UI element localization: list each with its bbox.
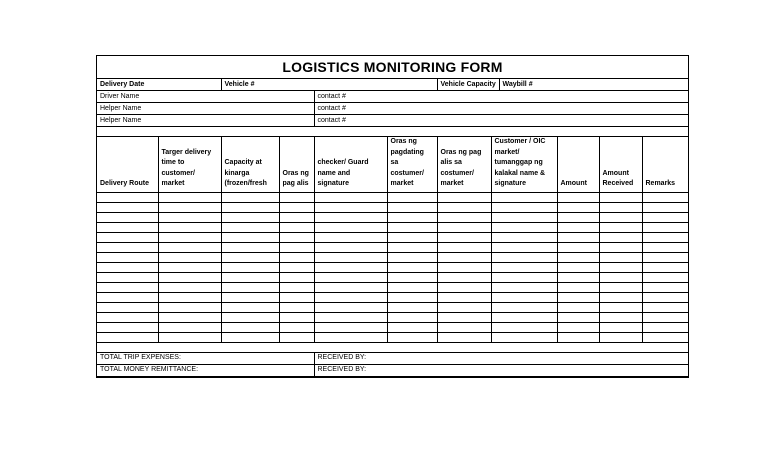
entry-cell[interactable] xyxy=(642,242,688,252)
entry-cell[interactable] xyxy=(221,272,279,282)
entry-cell[interactable] xyxy=(158,312,221,322)
entry-cell[interactable] xyxy=(158,192,221,202)
entry-cell[interactable] xyxy=(387,302,437,312)
table-row xyxy=(97,262,688,272)
entry-cell[interactable] xyxy=(97,202,158,212)
entry-cell[interactable] xyxy=(97,322,158,332)
entry-cell[interactable] xyxy=(599,202,642,212)
entry-cell[interactable] xyxy=(221,262,279,272)
entry-cell[interactable] xyxy=(221,292,279,302)
entry-cell[interactable] xyxy=(599,312,642,322)
table-row xyxy=(97,302,688,312)
table-row xyxy=(97,212,688,222)
column-header: Oras ng pag alis xyxy=(279,137,314,192)
table-row xyxy=(97,272,688,282)
entry-cell[interactable] xyxy=(642,312,688,322)
table-row xyxy=(97,292,688,302)
entry-cell[interactable] xyxy=(221,322,279,332)
entry-cell[interactable] xyxy=(437,202,491,212)
entry-cell[interactable] xyxy=(279,242,314,252)
entry-cell[interactable] xyxy=(437,312,491,322)
entry-cell[interactable] xyxy=(158,202,221,212)
entry-cell[interactable] xyxy=(279,272,314,282)
entry-cell[interactable] xyxy=(221,252,279,262)
footer-table xyxy=(97,343,688,377)
entry-cell[interactable] xyxy=(158,242,221,252)
table-row xyxy=(97,202,688,212)
entry-cell[interactable] xyxy=(491,262,557,272)
entry-cell[interactable] xyxy=(557,272,599,282)
column-header: checker/ Guard name and signature xyxy=(314,137,387,192)
entry-cell[interactable] xyxy=(158,212,221,222)
entry-cell[interactable] xyxy=(158,322,221,332)
entry-cell[interactable] xyxy=(557,312,599,322)
entry-cell[interactable] xyxy=(491,282,557,292)
entry-cell[interactable] xyxy=(387,272,437,282)
entry-cell[interactable] xyxy=(314,222,387,232)
entry-cell[interactable] xyxy=(491,222,557,232)
entry-cell[interactable] xyxy=(158,292,221,302)
table-row xyxy=(97,242,688,252)
entry-cell[interactable] xyxy=(642,222,688,232)
entry-cell[interactable] xyxy=(491,322,557,332)
entry-cell[interactable] xyxy=(158,282,221,292)
entry-cell[interactable] xyxy=(221,242,279,252)
entry-cell[interactable] xyxy=(221,222,279,232)
entry-cell[interactable] xyxy=(599,252,642,262)
entry-cell[interactable] xyxy=(642,232,688,242)
entry-cell[interactable] xyxy=(387,312,437,322)
entry-cell[interactable] xyxy=(97,292,158,302)
entry-cell[interactable] xyxy=(599,272,642,282)
table-row xyxy=(97,332,688,342)
entry-cell[interactable] xyxy=(599,282,642,292)
entry-cell[interactable] xyxy=(491,302,557,312)
entry-cell[interactable] xyxy=(557,252,599,262)
logistics-form xyxy=(96,55,689,378)
waybill-label: Waybill # xyxy=(499,79,688,91)
entry-cell[interactable] xyxy=(599,212,642,222)
entry-cell[interactable] xyxy=(387,332,437,342)
entry-cell[interactable] xyxy=(314,282,387,292)
entry-cell[interactable] xyxy=(158,272,221,282)
entry-cell[interactable] xyxy=(491,232,557,242)
table-row xyxy=(97,282,688,292)
entry-cell[interactable] xyxy=(97,302,158,312)
entry-cell[interactable] xyxy=(491,242,557,252)
helper-name-label: Helper Name xyxy=(97,115,314,127)
entry-cell[interactable] xyxy=(279,262,314,272)
entry-cell[interactable] xyxy=(314,232,387,242)
entry-cell[interactable] xyxy=(557,282,599,292)
entry-cell[interactable] xyxy=(599,242,642,252)
entry-cell[interactable] xyxy=(557,262,599,272)
entry-cell[interactable] xyxy=(158,332,221,342)
entry-cell[interactable] xyxy=(557,322,599,332)
entry-cell[interactable] xyxy=(221,212,279,222)
entry-cell[interactable] xyxy=(279,302,314,312)
helper-contact-label: contact # xyxy=(314,115,688,127)
driver-contact-label: contact # xyxy=(314,91,688,103)
entry-cell[interactable] xyxy=(437,302,491,312)
entry-cell[interactable] xyxy=(97,312,158,322)
entry-cell[interactable] xyxy=(279,232,314,242)
entry-cell[interactable] xyxy=(642,252,688,262)
entry-cell[interactable] xyxy=(314,302,387,312)
entry-cell[interactable] xyxy=(557,232,599,242)
entry-cell[interactable] xyxy=(314,262,387,272)
entry-cell[interactable] xyxy=(314,202,387,212)
entry-cell[interactable] xyxy=(491,252,557,262)
entry-cell[interactable] xyxy=(437,272,491,282)
entry-cell[interactable] xyxy=(642,332,688,342)
entry-cell[interactable] xyxy=(387,282,437,292)
entry-cell[interactable] xyxy=(599,332,642,342)
column-header: Oras ng pagdating sa costumer/ market xyxy=(387,137,437,192)
entry-cell[interactable] xyxy=(599,302,642,312)
entry-cell[interactable] xyxy=(437,242,491,252)
vehicle-label: Vehicle # xyxy=(221,79,437,91)
entry-cell[interactable] xyxy=(279,322,314,332)
entry-cell[interactable] xyxy=(97,262,158,272)
column-header: Amount Received xyxy=(599,137,642,192)
entry-cell[interactable] xyxy=(158,252,221,262)
entry-cell[interactable] xyxy=(387,192,437,202)
blank-row xyxy=(97,343,688,353)
entry-cell[interactable] xyxy=(158,222,221,232)
entry-cell[interactable] xyxy=(314,292,387,302)
total-money-remittance-label: TOTAL MONEY REMITTANCE: xyxy=(97,364,314,376)
entry-cell[interactable] xyxy=(599,222,642,232)
entry-cell[interactable] xyxy=(387,242,437,252)
entry-cell[interactable] xyxy=(158,262,221,272)
entry-cell[interactable] xyxy=(437,212,491,222)
entry-cell[interactable] xyxy=(221,232,279,242)
helper-contact-label: contact # xyxy=(314,103,688,115)
entry-cell[interactable] xyxy=(557,222,599,232)
column-header: Amount xyxy=(557,137,599,192)
entry-cell[interactable] xyxy=(97,232,158,242)
entry-cell[interactable] xyxy=(279,192,314,202)
entry-cell[interactable] xyxy=(314,272,387,282)
entry-cell[interactable] xyxy=(642,292,688,302)
entry-cell[interactable] xyxy=(437,282,491,292)
received-by-label: RECEIVED BY: xyxy=(314,352,688,364)
entry-cell[interactable] xyxy=(437,232,491,242)
table-row xyxy=(97,192,688,202)
entry-cell[interactable] xyxy=(314,312,387,322)
delivery-table xyxy=(97,137,688,343)
entry-cell[interactable] xyxy=(97,282,158,292)
entry-cell[interactable] xyxy=(279,222,314,232)
entry-cell[interactable] xyxy=(279,202,314,212)
entry-cell[interactable] xyxy=(97,242,158,252)
entry-cell[interactable] xyxy=(491,312,557,322)
blank-row xyxy=(97,127,688,137)
form-title: LOGISTICS MONITORING FORM xyxy=(97,56,688,79)
entry-cell[interactable] xyxy=(491,332,557,342)
entry-cell[interactable] xyxy=(387,262,437,272)
entry-cell[interactable] xyxy=(158,302,221,312)
helper-name-label: Helper Name xyxy=(97,103,314,115)
entry-cell[interactable] xyxy=(387,322,437,332)
entry-cell[interactable] xyxy=(557,202,599,212)
entry-cell[interactable] xyxy=(158,232,221,242)
column-header: Oras ng pag alis sa costumer/ market xyxy=(437,137,491,192)
entry-cell[interactable] xyxy=(97,212,158,222)
entry-cell[interactable] xyxy=(599,292,642,302)
entry-cell[interactable] xyxy=(491,192,557,202)
entry-cell[interactable] xyxy=(314,212,387,222)
info-contact-table xyxy=(97,91,688,137)
entry-cell[interactable] xyxy=(314,332,387,342)
entry-cell[interactable] xyxy=(599,262,642,272)
entry-cell[interactable] xyxy=(437,332,491,342)
entry-cell[interactable] xyxy=(314,252,387,262)
entry-cell[interactable] xyxy=(97,252,158,262)
entry-cell[interactable] xyxy=(314,322,387,332)
entry-cell[interactable] xyxy=(387,252,437,262)
entry-cell[interactable] xyxy=(279,252,314,262)
table-row xyxy=(97,312,688,322)
entry-cell[interactable] xyxy=(437,252,491,262)
entry-cell[interactable] xyxy=(557,242,599,252)
entry-cell[interactable] xyxy=(387,232,437,242)
column-header: Delivery Route xyxy=(97,137,158,192)
entry-cell[interactable] xyxy=(279,312,314,322)
entry-cell[interactable] xyxy=(221,192,279,202)
entry-cell[interactable] xyxy=(491,272,557,282)
total-trip-expenses-label: TOTAL TRIP EXPENSES: xyxy=(97,352,314,364)
entry-cell[interactable] xyxy=(314,242,387,252)
entry-cell[interactable] xyxy=(557,292,599,302)
entry-cell[interactable] xyxy=(387,222,437,232)
entry-cell[interactable] xyxy=(642,192,688,202)
entry-cell[interactable] xyxy=(221,312,279,322)
entry-cell[interactable] xyxy=(437,262,491,272)
entry-cell[interactable] xyxy=(221,332,279,342)
entry-cell[interactable] xyxy=(221,282,279,292)
column-header: Targer delivery time to customer/ market xyxy=(158,137,221,192)
entry-cell[interactable] xyxy=(221,202,279,212)
entry-cell[interactable] xyxy=(557,192,599,202)
table-row xyxy=(97,222,688,232)
entry-cell[interactable] xyxy=(279,282,314,292)
entry-cell[interactable] xyxy=(437,322,491,332)
entry-cell[interactable] xyxy=(221,302,279,312)
entry-cell[interactable] xyxy=(387,212,437,222)
column-header: Capacity at kinarga (frozen/fresh xyxy=(221,137,279,192)
driver-name-label: Driver Name xyxy=(97,91,314,103)
received-by-label: RECEIVED BY: xyxy=(314,364,688,376)
table-row xyxy=(97,322,688,332)
entry-cell[interactable] xyxy=(642,202,688,212)
entry-cell[interactable] xyxy=(491,212,557,222)
entry-cell[interactable] xyxy=(437,292,491,302)
entry-cell[interactable] xyxy=(437,192,491,202)
entry-cell[interactable] xyxy=(97,272,158,282)
entry-cell[interactable] xyxy=(642,212,688,222)
entry-cell[interactable] xyxy=(387,292,437,302)
entry-cell[interactable] xyxy=(557,332,599,342)
entry-cell[interactable] xyxy=(491,202,557,212)
entry-cell[interactable] xyxy=(642,272,688,282)
table-row xyxy=(97,232,688,242)
entry-cell[interactable] xyxy=(387,202,437,212)
entry-cell[interactable] xyxy=(642,302,688,312)
entry-cell[interactable] xyxy=(599,232,642,242)
entry-cell[interactable] xyxy=(599,192,642,202)
entry-cell[interactable] xyxy=(437,222,491,232)
entry-cell[interactable] xyxy=(557,302,599,312)
column-header: Remarks xyxy=(642,137,688,192)
column-header: Customer / OIC market/ tumanggap ng kalakal name & signature xyxy=(491,137,557,192)
info-table xyxy=(97,79,688,91)
entry-cell[interactable] xyxy=(279,292,314,302)
entry-cell[interactable] xyxy=(599,322,642,332)
entry-cell[interactable] xyxy=(642,322,688,332)
vehicle-capacity-label: Vehicle Capacity xyxy=(437,79,499,91)
table-row xyxy=(97,252,688,262)
entry-cell[interactable] xyxy=(557,212,599,222)
entry-cell[interactable] xyxy=(642,262,688,272)
entry-cell[interactable] xyxy=(279,332,314,342)
delivery-date-label: Delivery Date xyxy=(97,79,221,91)
entry-cell[interactable] xyxy=(314,192,387,202)
entry-cell[interactable] xyxy=(491,292,557,302)
entry-cell[interactable] xyxy=(279,212,314,222)
entry-cell[interactable] xyxy=(97,192,158,202)
entry-cell[interactable] xyxy=(642,282,688,292)
entry-cell[interactable] xyxy=(97,332,158,342)
entry-cell[interactable] xyxy=(97,222,158,232)
